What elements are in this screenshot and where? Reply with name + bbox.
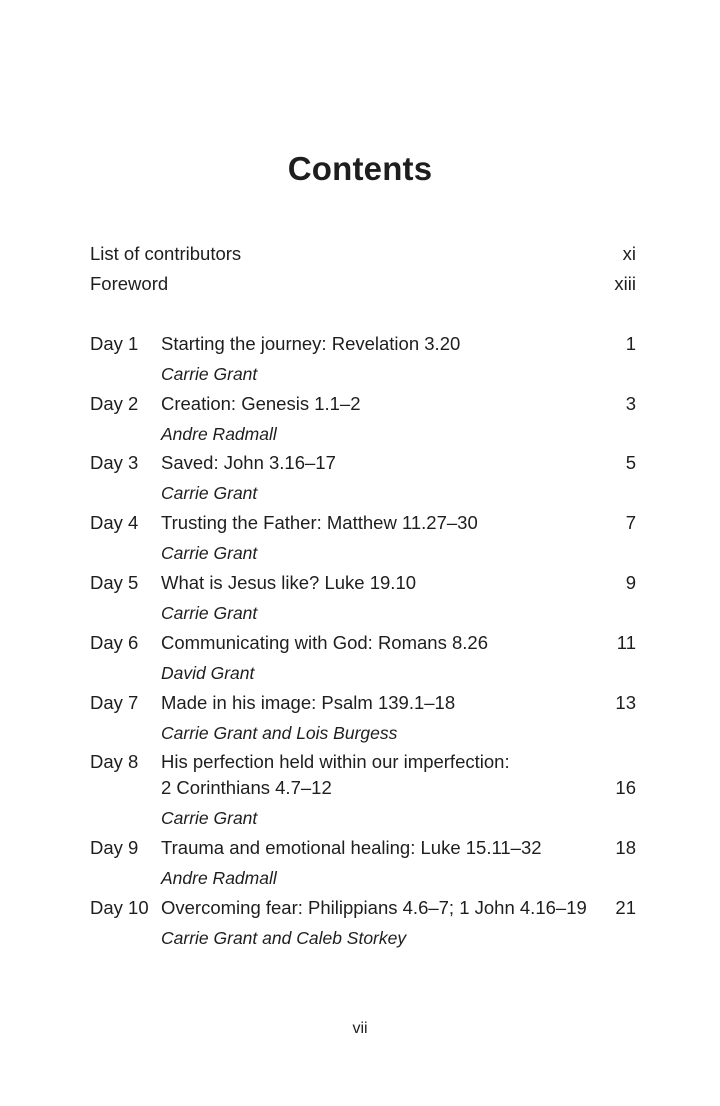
entry-day: Day 7 xyxy=(90,691,139,713)
entry-page: 9 xyxy=(625,572,636,593)
toc-entry xyxy=(90,389,636,419)
entry-title: What is Jesus like? Luke 19.10 xyxy=(161,572,417,593)
entry-title: Made in his image: Psalm 139.1–18 xyxy=(161,691,456,713)
toc-entry xyxy=(90,893,636,923)
front-matter-page: xi xyxy=(622,243,636,264)
toc-entry xyxy=(90,329,636,359)
page-number: vii xyxy=(352,1020,368,1037)
toc-entry-author-row xyxy=(90,598,636,628)
front-matter-row xyxy=(90,239,636,269)
toc-entry xyxy=(90,628,636,658)
toc-entry-author-row xyxy=(90,863,636,893)
toc-entry-author-row xyxy=(90,359,636,389)
entry-day: Day 4 xyxy=(90,512,139,534)
entry-title-continued: 2 Corinthians 4.7–12 xyxy=(161,777,332,799)
entry-day: Day 2 xyxy=(90,392,139,414)
toc-entry-author-row xyxy=(90,478,636,508)
toc-entry-continued xyxy=(90,773,636,803)
entry-title: Starting the journey: Revelation 3.20 xyxy=(161,332,461,354)
entry-title: Trauma and emotional healing: Luke 15.11–32 xyxy=(161,837,542,859)
front-matter-row xyxy=(90,269,636,299)
entry-day: Day 9 xyxy=(90,837,139,859)
toc-entry-author-row xyxy=(90,718,636,748)
entry-title: Overcoming fear: Philippians 4.6–7; 1 John 4.16–19 xyxy=(161,896,587,918)
front-matter-label: Foreword xyxy=(90,272,169,294)
entry-day: Day 8 xyxy=(90,751,139,773)
entry-title: His perfection held within our imperfection: xyxy=(161,751,510,773)
entry-page: 5 xyxy=(625,452,636,474)
entry-page: 1 xyxy=(625,332,636,354)
entry-title: Creation: Genesis 1.1–2 xyxy=(161,392,361,414)
entry-page: 11 xyxy=(616,631,636,653)
entry-day: Day 10 xyxy=(90,896,149,918)
front-matter-label: List of contributors xyxy=(90,243,242,264)
entry-page: 21 xyxy=(615,896,636,918)
toc-entry-author-row xyxy=(90,803,636,833)
entry-page: 13 xyxy=(615,691,636,713)
entry-page: 18 xyxy=(615,837,636,859)
entry-title: Trusting the Father: Matthew 11.27–30 xyxy=(161,512,478,534)
entry-page: 3 xyxy=(625,392,636,414)
front-matter-page: xiii xyxy=(614,272,636,294)
entry-day: Day 1 xyxy=(90,332,139,354)
toc-entry xyxy=(90,833,636,863)
entry-author: Carrie Grant and Lois Burgess xyxy=(161,722,398,743)
page-title: Contents xyxy=(287,150,433,187)
entry-title: Communicating with God: Romans 8.26 xyxy=(161,631,488,653)
toc-entry-author-row xyxy=(90,658,636,688)
entry-author: Andre Radmall xyxy=(161,868,277,888)
entry-day: Day 5 xyxy=(90,572,139,593)
toc-entry xyxy=(90,448,636,478)
toc-entry-author-row xyxy=(90,923,636,953)
entry-author: Andre Radmall xyxy=(161,423,277,444)
entry-author: Carrie Grant xyxy=(161,543,258,564)
entry-author: David Grant xyxy=(161,662,255,683)
entry-author: Carrie Grant xyxy=(161,363,258,384)
toc-entry-author-row xyxy=(90,419,636,449)
entry-author: Carrie Grant xyxy=(161,602,258,623)
toc-entry xyxy=(90,508,636,538)
entry-page: 7 xyxy=(625,512,636,534)
entry-day: Day 3 xyxy=(90,452,139,474)
entry-day: Day 6 xyxy=(90,631,139,653)
toc-entry xyxy=(90,568,636,598)
entry-author: Carrie Grant xyxy=(161,483,258,504)
toc-entry xyxy=(90,688,636,718)
entry-title: Saved: John 3.16–17 xyxy=(161,452,336,474)
entry-page: 16 xyxy=(615,777,636,799)
entry-author: Carrie Grant and Caleb Storkey xyxy=(161,927,407,948)
toc-entry-author-row xyxy=(90,538,636,568)
entry-author: Carrie Grant xyxy=(161,808,258,829)
